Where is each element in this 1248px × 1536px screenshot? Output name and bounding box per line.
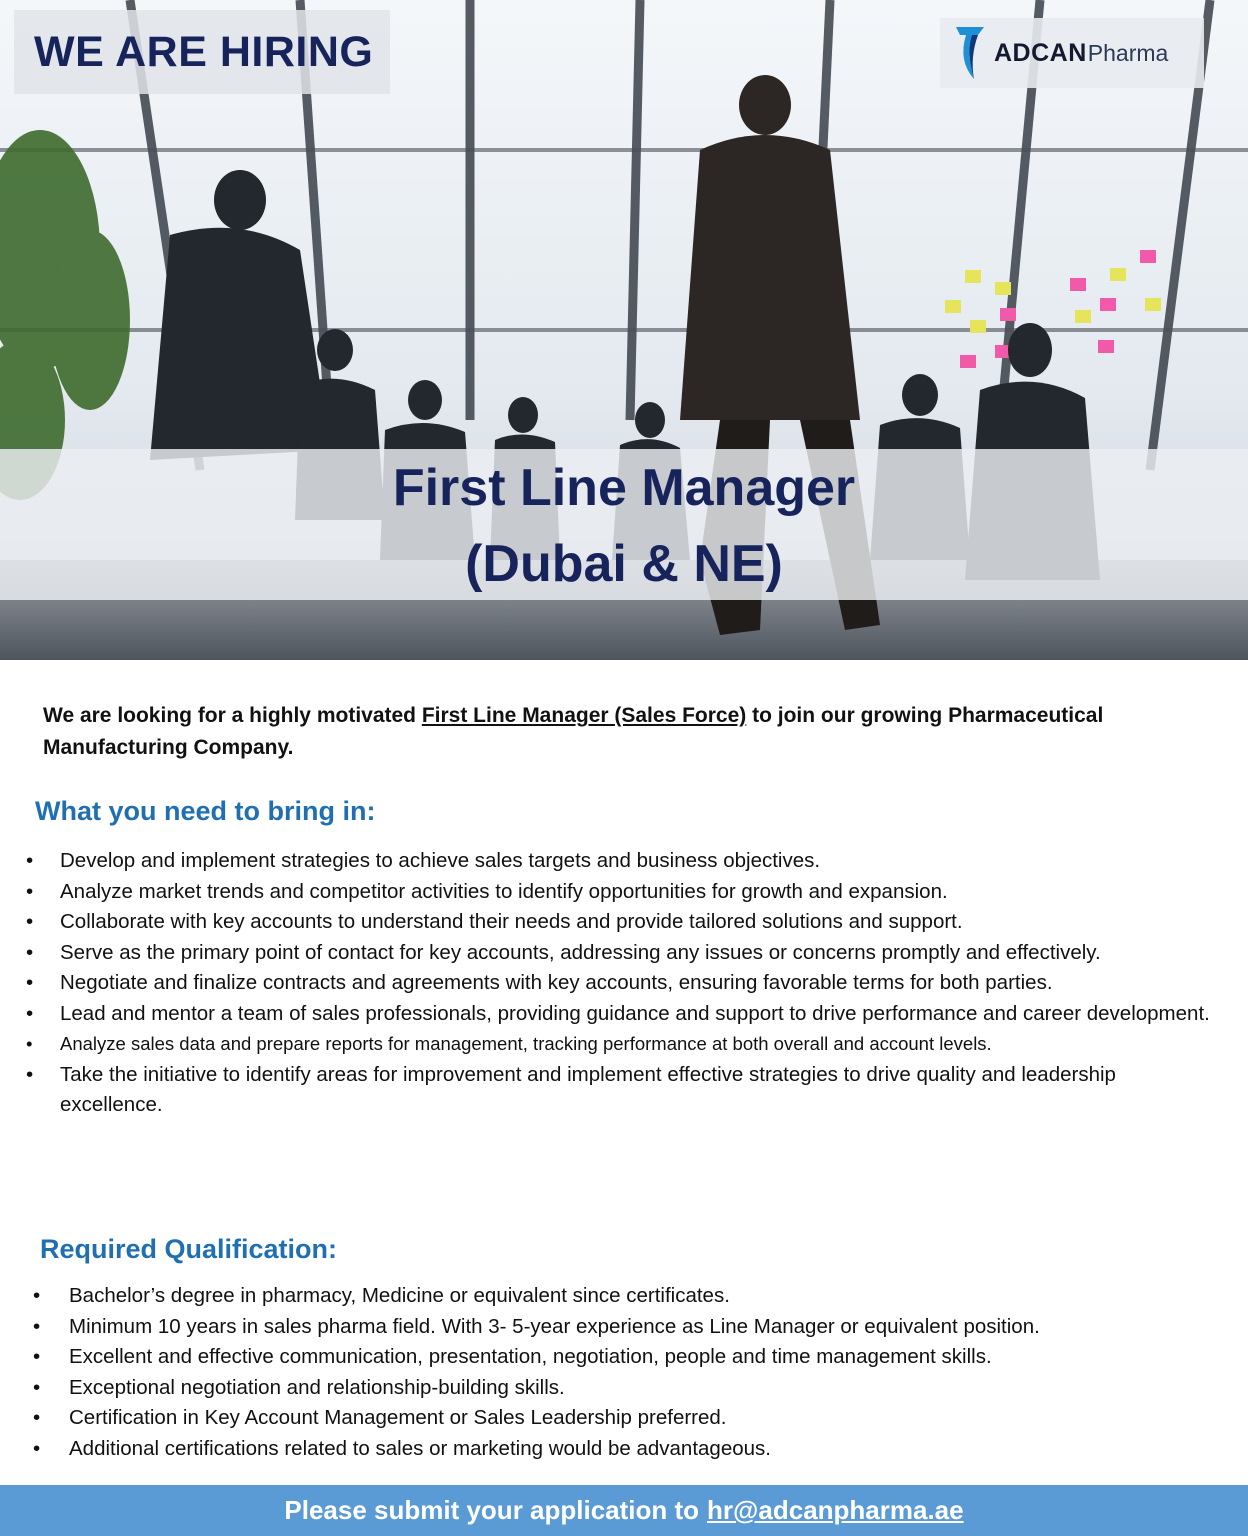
list-item: • Analyze sales data and prepare reports for management, tracking performance at both overall and account levels. [26,1029,1216,1060]
qualifications-heading: Required Qualification: [40,1234,338,1264]
role-link: First Line Manager (Sales Force) [421,704,747,727]
bullet-icon: • [33,1314,41,1338]
list-item: • Take the initiative to identify areas for improvement and implement effective strategies to drive quality and leadership excellence. [26,1060,1216,1121]
list-item: • Serve as the primary point of contact for key accounts, addressing any issues or concerns promptly and effectively. [26,938,1216,969]
bullet-icon: • [26,1062,34,1086]
list-item: • Certification in Key Account Management or Sales Leadership preferred. [33,1403,1223,1434]
list-item: • Collaborate with key accounts to understand their needs and provide tailored solutions and support. [26,907,1216,938]
responsibilities-list [26,846,1216,1121]
list-item: • Negotiate and finalize contracts and agreements with key accounts, ensuring favorable terms for both parties. [26,968,1216,999]
list-item: • Develop and implement strategies to achieve sales targets and business objectives. [26,846,1216,877]
list-item: • Lead and mentor a team of sales professionals, providing guidance and support to drive performance and career development. [26,999,1216,1030]
list-item: • Minimum 10 years in sales pharma field. With 3- 5-year experience as Line Manager or equivalent position. [33,1312,1223,1343]
company-logo [940,18,1204,88]
bullet-icon: • [26,849,34,872]
adcan-logo-icon [952,21,990,85]
qualifications-list [33,1281,1223,1464]
hiring-badge [14,10,390,94]
bullet-icon: • [26,971,34,994]
responsibilities-heading: What you need to bring in: [35,796,376,826]
bullet-icon: • [33,1375,41,1399]
job-title: First Line Manager [392,459,856,517]
logo-brand: ADCAN [994,38,1087,67]
bullet-icon: • [26,1001,34,1025]
email-link[interactable]: hr@adcanpharma.ae [707,1495,964,1525]
bullet-icon: • [33,1284,41,1307]
hero-image [0,0,1248,660]
list-item: • Bachelor’s degree in pharmacy, Medicine or equivalent since certificates. [33,1281,1223,1312]
bullet-icon: • [33,1345,41,1368]
bullet-icon: • [33,1436,41,1460]
hiring-badge-text: WE ARE HIRING [34,27,374,76]
list-item: • Excellent and effective communication, presentation, negotiation, people and time management skills. [33,1342,1223,1373]
logo-suffix: Pharma [1087,39,1169,66]
list-item: • Exceptional negotiation and relationship-building skills. [33,1373,1223,1404]
intro-paragraph [43,700,1223,764]
intro-text-after: to join our growing Pharmaceutical Manufacturing Company. [43,704,1104,759]
application-footer [0,1485,1248,1536]
intro-text-before: We are looking for a highly motivated [43,704,422,727]
bullet-icon: • [26,940,34,964]
footer-text: Please submit your application to [284,1495,700,1525]
list-item: • Analyze market trends and competitor activities to identify opportunities for growth and expansion. [26,877,1216,908]
bullet-icon: • [26,1033,33,1054]
job-location: (Dubai & NE) [465,535,783,593]
bullet-icon: • [26,879,34,903]
bullet-icon: • [33,1406,41,1429]
bullet-icon: • [26,910,34,933]
list-item: • Additional certifications related to sales or marketing would be advantageous. [33,1434,1223,1465]
